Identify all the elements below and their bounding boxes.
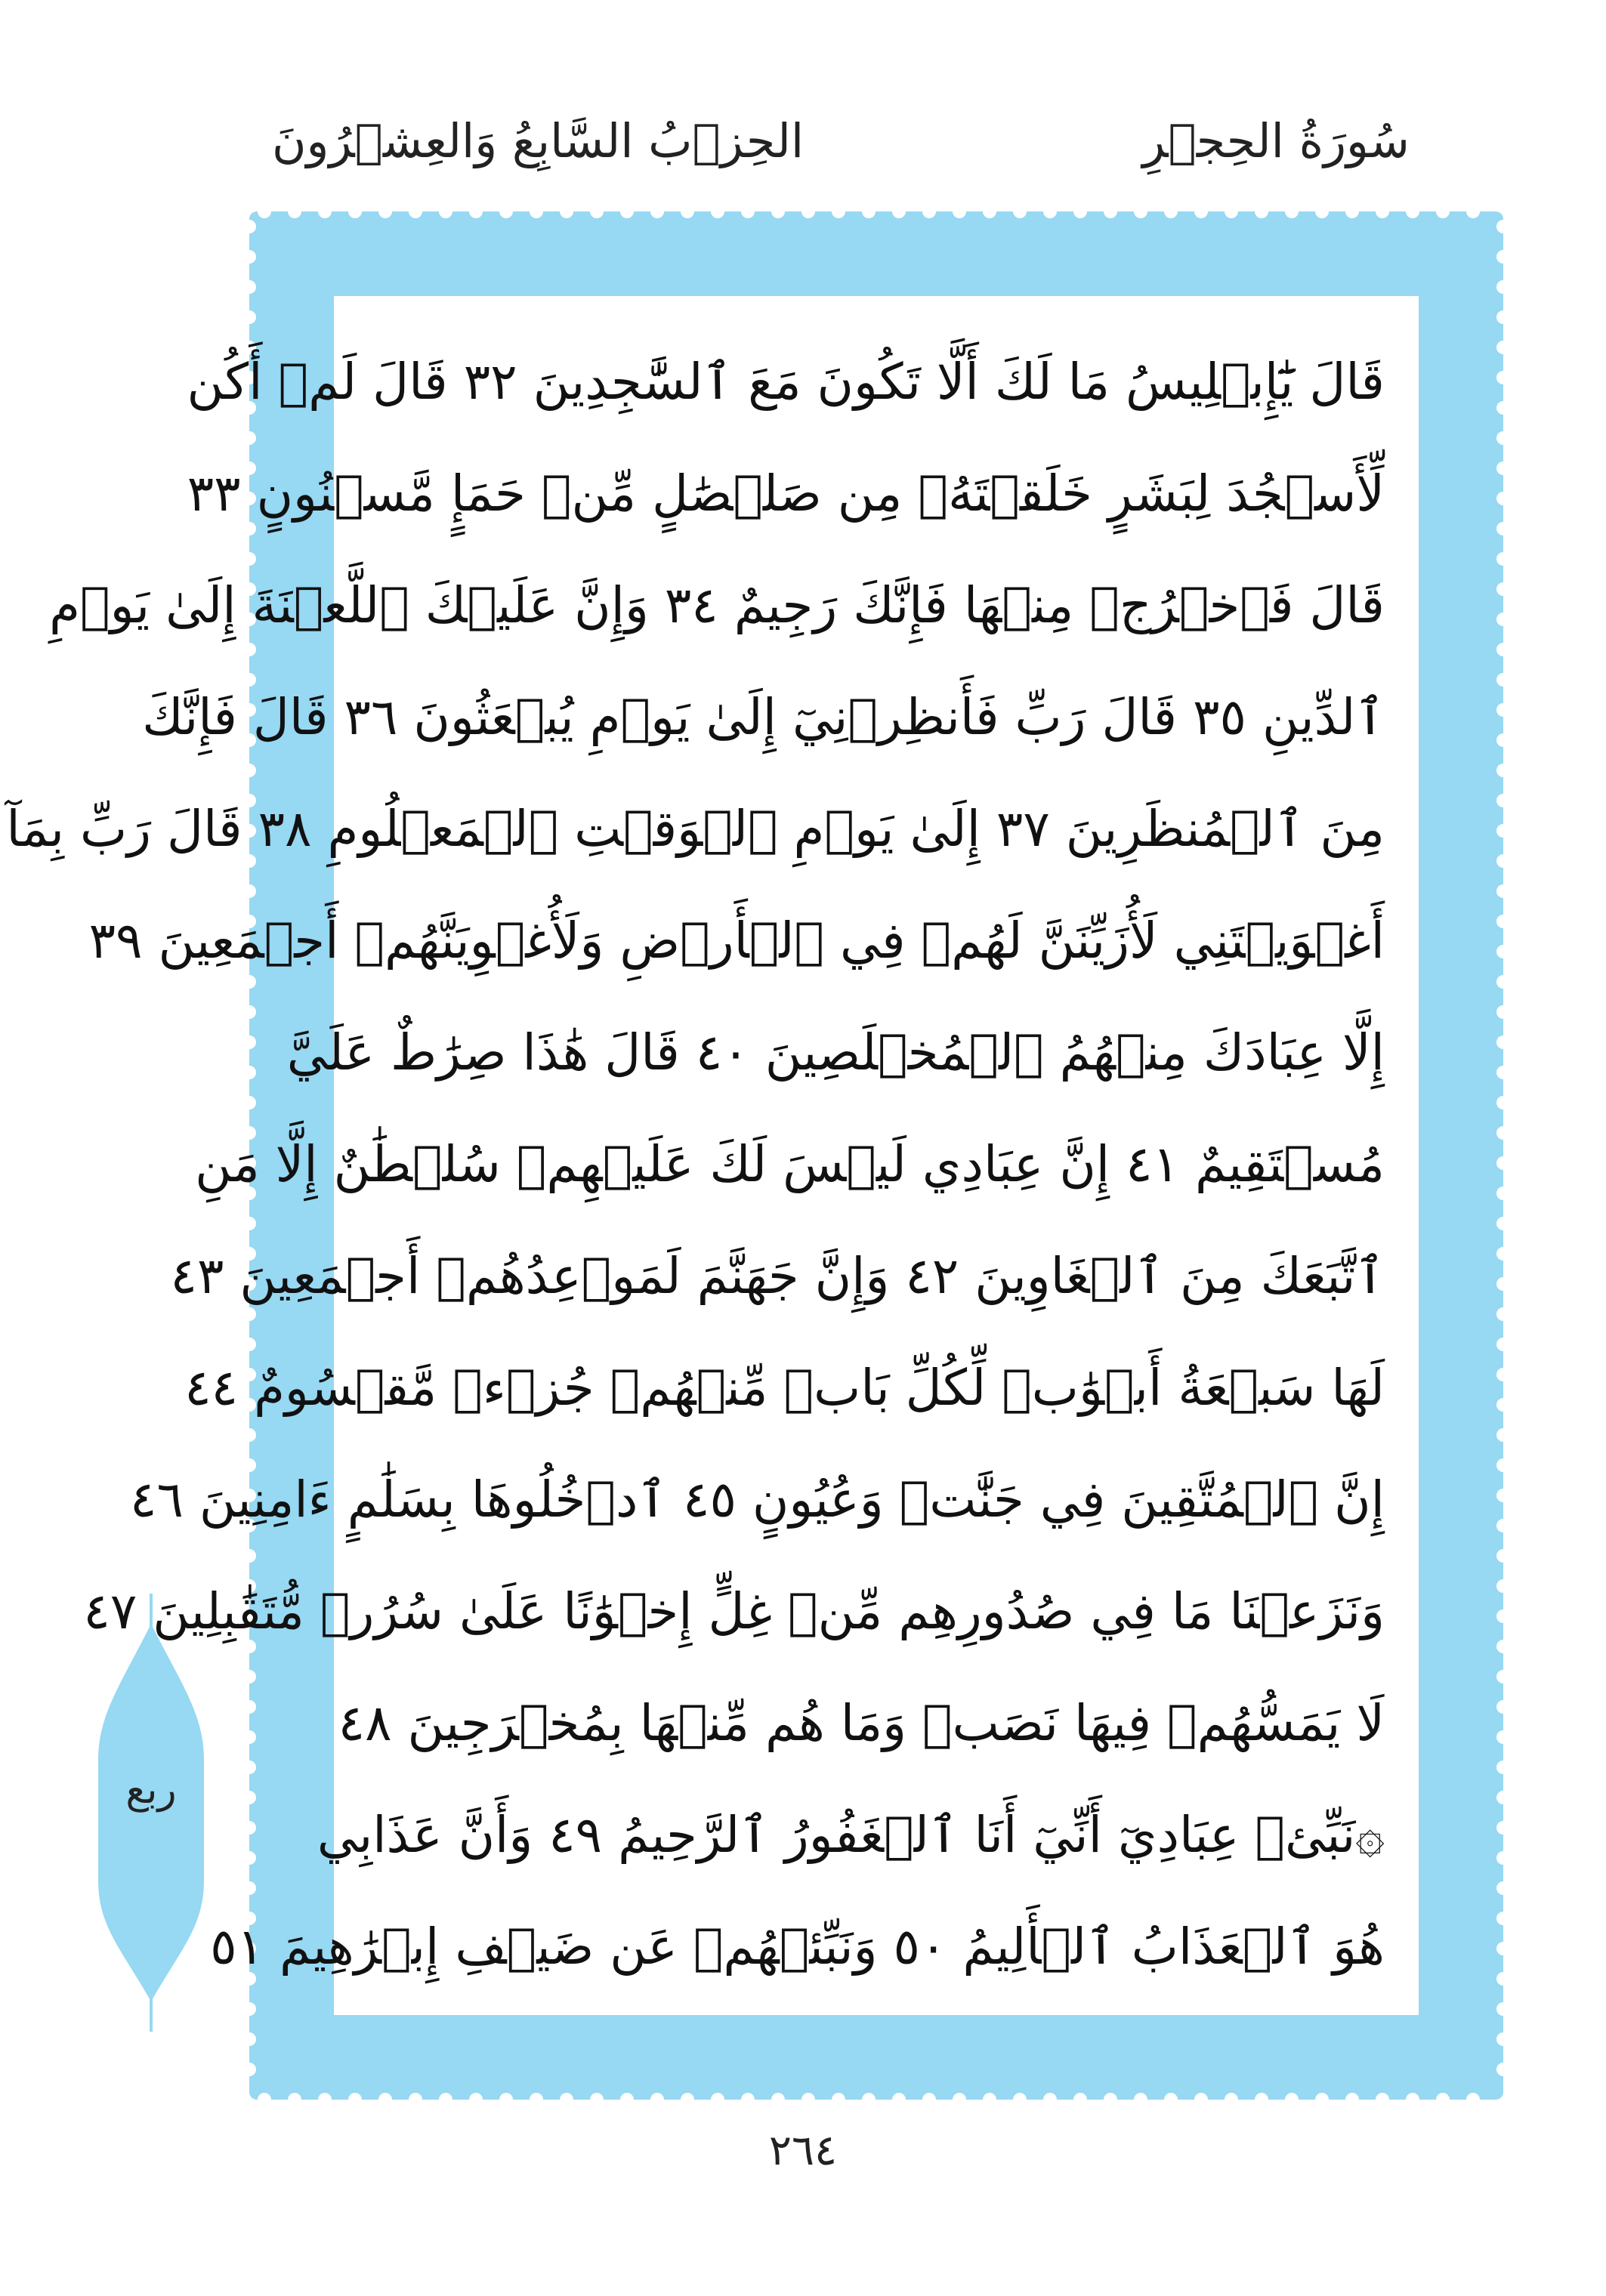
verse-line: لَا يَمَسُّهُمۡ فِيهَا نَصَبٞ وَمَا هُم مِّنۡهَا بِمُخۡرَجِينَ ٤٨ xyxy=(338,1694,1385,1752)
verse-line: لَهَا سَبۡعَةُ أَبۡوَٰبٖ لِّكُلِّ بَابٖ مِّنۡهُمۡ جُزۡءٞ مَّقۡسُومٌ ٤٤ xyxy=(184,1359,1385,1417)
rub-marker-label: ربع xyxy=(125,1767,177,1813)
page-number: ٢٦٤ xyxy=(768,2126,838,2175)
verse-line: وَنَزَعۡنَا مَا فِي صُدُورِهِم مِّنۡ غِلٍّ إِخۡوَٰنًا عَلَىٰ سُرُرٖ مُّتَقَٰبِلِينَ ٤٧ xyxy=(83,1582,1385,1640)
verse-line: ٱتَّبَعَكَ مِنَ ٱلۡغَاوِينَ ٤٢ وَإِنَّ جَهَنَّمَ لَمَوۡعِدُهُمۡ أَجۡمَعِينَ ٤٣ xyxy=(170,1247,1385,1305)
verse-line: مُسۡتَقِيمٌ ٤١ إِنَّ عِبَادِي لَيۡسَ لَكَ عَلَيۡهِمۡ سُلۡطَٰنٌ إِلَّا مَنِ xyxy=(195,1135,1385,1193)
verse-line: أَغۡوَيۡتَنِي لَأُزَيِّنَنَّ لَهُمۡ فِي ٱلۡأَرۡضِ وَلَأُغۡوِيَنَّهُمۡ أَجۡمَعِينَ ٣٩ xyxy=(88,912,1385,970)
hizb-title: الحِزۡبُ السَّابِعُ وَالعِشۡرُونَ xyxy=(272,113,805,168)
verse-line: لِّأَسۡجُدَ لِبَشَرٍ خَلَقۡتَهُۥ مِن صَلۡصَٰلٍ مِّنۡ حَمَإٍ مَّسۡنُونٍ ٣٣ xyxy=(187,464,1385,523)
verse-line: مِنَ ٱلۡمُنظَرِينَ ٣٧ إِلَىٰ يَوۡمِ ٱلۡوَقۡتِ ٱلۡمَعۡلُومِ ٣٨ قَالَ رَبِّ بِمَآ xyxy=(6,800,1385,858)
verse-line: ٱلدِّينِ ٣٥ قَالَ رَبِّ فَأَنظِرۡنِيٓ إِلَىٰ يَوۡمِ يُبۡعَثُونَ ٣٦ قَالَ فَإِنَّكَ xyxy=(142,688,1385,746)
surah-title: سُورَةُ الحِجۡرِ xyxy=(1142,113,1410,168)
verse-line: قَالَ يَٰٓإِبۡلِيسُ مَا لَكَ أَلَّا تَكُونَ مَعَ ٱلسَّٰجِدِينَ ٣٢ قَالَ لَمۡ أَكُن xyxy=(187,353,1385,411)
verse-line: ۞نَبِّئۡ عِبَادِيٓ أَنِّيٓ أَنَا ٱلۡغَفُورُ ٱلرَّحِيمُ ٤٩ وَأَنَّ عَذَابِي xyxy=(317,1806,1385,1864)
verse-line: إِلَّا عِبَادَكَ مِنۡهُمُ ٱلۡمُخۡلَصِينَ ٤٠ قَالَ هَٰذَا صِرَٰطٌ عَلَيَّ xyxy=(286,1023,1385,1082)
verse-line: قَالَ فَٱخۡرُجۡ مِنۡهَا فَإِنَّكَ رَجِيمٌ ٣٤ وَإِنَّ عَلَيۡكَ ٱللَّعۡنَةَ إِلَىٰ يَوۡمِ xyxy=(49,576,1385,634)
verse-line: هُوَ ٱلۡعَذَابُ ٱلۡأَلِيمُ ٥٠ وَنَبِّئۡهُمۡ عَن ضَيۡفِ إِبۡرَٰهِيمَ ٥١ xyxy=(210,1918,1385,1976)
rub-marker-icon xyxy=(91,1594,212,2032)
verse-line: إِنَّ ٱلۡمُتَّقِينَ فِي جَنَّٰتٖ وَعُيُونٍ ٤٥ ٱدۡخُلُوهَا بِسَلَٰمٍ ءَامِنِينَ ٤٦ xyxy=(130,1470,1385,1529)
